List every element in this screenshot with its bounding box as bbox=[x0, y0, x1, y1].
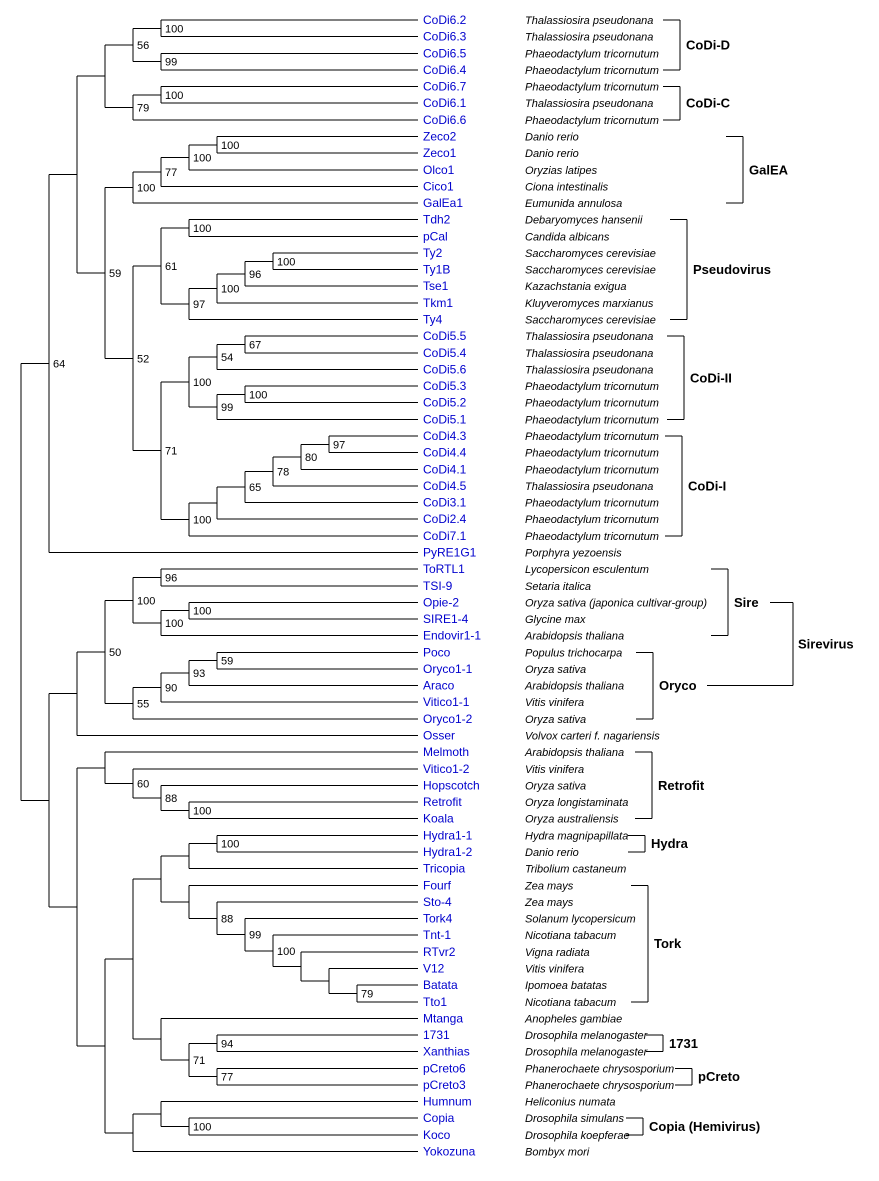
leaf-label-codi4-1[interactable]: CoDi4.1 bbox=[423, 462, 467, 477]
species-label: Ciona intestinalis bbox=[525, 181, 609, 194]
leaf-label-cico1[interactable]: Cico1 bbox=[423, 179, 454, 194]
leaf-label-tto1[interactable]: Tto1 bbox=[423, 994, 448, 1009]
species-label: Drosophila simulans bbox=[525, 1113, 625, 1126]
leaf-label-rtvr2[interactable]: RTvr2 bbox=[423, 944, 456, 959]
clade-label-hydra: Hydra bbox=[651, 836, 688, 852]
leaf-label-pcreto3[interactable]: pCreto3 bbox=[423, 1077, 466, 1092]
bootstrap-value: 99 bbox=[249, 929, 262, 942]
bootstrap-value: 96 bbox=[165, 572, 178, 585]
bootstrap-value: 100 bbox=[221, 283, 240, 296]
bootstrap-value: 100 bbox=[193, 223, 212, 235]
species-label: Oryza longistaminata bbox=[525, 797, 629, 810]
species-label: Phaeodactylum tricornutum bbox=[525, 464, 659, 477]
species-label: Populus trichocarpa bbox=[525, 647, 623, 660]
bootstrap-value: 100 bbox=[193, 1121, 212, 1134]
leaf-label-codi5-3[interactable]: CoDi5.3 bbox=[423, 379, 467, 394]
clade-label-pcreto: pCreto bbox=[698, 1069, 740, 1085]
species-label: Heliconius numata bbox=[525, 1096, 616, 1109]
species-label: Phaeodactylum tricornutum bbox=[525, 497, 659, 510]
species-label: Saccharomyces cerevisiae bbox=[525, 264, 656, 277]
species-label: Vitis vinifera bbox=[525, 963, 585, 976]
leaf-label-1731[interactable]: 1731 bbox=[423, 1028, 450, 1043]
clade-label-oryco: Oryco bbox=[659, 678, 697, 694]
bootstrap-value: 100 bbox=[249, 389, 268, 402]
leaf-label-retrofit[interactable]: Retrofit bbox=[423, 795, 462, 810]
species-label: Arabidopsis thaliana bbox=[525, 630, 625, 643]
bootstrap-value: 60 bbox=[137, 778, 150, 791]
leaf-label-codi5-2[interactable]: CoDi5.2 bbox=[423, 395, 467, 410]
species-label: Oryza sativa bbox=[525, 780, 587, 793]
species-label: Candida albicans bbox=[525, 231, 610, 244]
clade-label-sirevirus: Sirevirus bbox=[798, 636, 854, 652]
leaf-label-vitico1-2[interactable]: Vitico1-2 bbox=[423, 761, 470, 776]
bootstrap-value: 100 bbox=[193, 152, 212, 165]
leaf-label-tkm1[interactable]: Tkm1 bbox=[423, 295, 453, 310]
leaf-label-tsi-9[interactable]: TSI-9 bbox=[423, 578, 453, 593]
leaf-label-osser[interactable]: Osser bbox=[423, 728, 456, 743]
leaf-label-batata[interactable]: Batata bbox=[423, 978, 458, 993]
species-label: Oryza sativa bbox=[525, 713, 587, 726]
bootstrap-value: 90 bbox=[165, 682, 178, 695]
leaf-label-codi6-6[interactable]: CoDi6.6 bbox=[423, 112, 467, 127]
leaf-label-ty4[interactable]: Ty4 bbox=[423, 312, 443, 327]
leaf-label-araco[interactable]: Araco bbox=[423, 678, 455, 693]
bootstrap-value: 100 bbox=[137, 182, 156, 195]
species-label: Danio rerio bbox=[525, 847, 579, 859]
bootstrap-value: 97 bbox=[333, 439, 346, 452]
leaf-label-zeco1[interactable]: Zeco1 bbox=[423, 146, 457, 161]
clade-label-pseudovirus: Pseudovirus bbox=[693, 262, 772, 278]
bootstrap-value: 54 bbox=[221, 351, 234, 364]
species-label: Phaeodactylum tricornutum bbox=[525, 514, 659, 527]
bootstrap-value: 100 bbox=[277, 256, 296, 269]
leaf-label-koco[interactable]: Koco bbox=[423, 1127, 451, 1142]
bootstrap-value: 61 bbox=[165, 260, 178, 273]
leaf-label-vitico1-1[interactable]: Vitico1-1 bbox=[423, 695, 470, 710]
species-label: Debaryomyces hansenii bbox=[525, 214, 643, 227]
bootstrap-value: 100 bbox=[221, 139, 240, 152]
species-label: Lycopersicon esculentum bbox=[525, 564, 649, 577]
species-label: Oryzias latipes bbox=[525, 164, 598, 177]
leaf-label-oryco1-2[interactable]: Oryco1-2 bbox=[423, 711, 473, 726]
leaf-label-copia[interactable]: Copia bbox=[423, 1111, 455, 1126]
species-label: Thalassiosira pseudonana bbox=[525, 347, 654, 360]
species-label: Phaeodactylum tricornutum bbox=[525, 431, 659, 443]
leaf-label-codi5-4[interactable]: CoDi5.4 bbox=[423, 345, 467, 360]
species-label: Oryza sativa (japonica cultivar-group) bbox=[525, 597, 707, 610]
leaf-label-sire1-4[interactable]: SIRE1-4 bbox=[423, 612, 469, 627]
leaf-label-codi6-2[interactable]: CoDi6.2 bbox=[423, 13, 467, 27]
bootstrap-value: 97 bbox=[193, 298, 206, 311]
clade-label-codi-ii: CoDi-II bbox=[690, 370, 732, 386]
leaf-label-opie-2[interactable]: Opie-2 bbox=[423, 595, 460, 610]
leaf-label-ty2[interactable]: Ty2 bbox=[423, 245, 443, 260]
species-label: Nicotiana tabacum bbox=[525, 930, 617, 943]
leaf-label-pyre1g1[interactable]: PyRE1G1 bbox=[423, 545, 477, 560]
leaf-label-humnum[interactable]: Humnum bbox=[423, 1094, 472, 1109]
bootstrap-value: 99 bbox=[165, 56, 178, 69]
species-label: Phaeodactylum tricornutum bbox=[525, 447, 659, 460]
species-label: Kluyveromyces marxianus bbox=[525, 297, 654, 310]
bootstrap-value: 56 bbox=[137, 39, 150, 52]
species-label: Vitis vinifera bbox=[525, 697, 585, 710]
leaf-label-tnt-1[interactable]: Tnt-1 bbox=[423, 928, 452, 943]
leaf-label-olco1[interactable]: Olco1 bbox=[423, 162, 455, 177]
clade-label-codi-i: CoDi-I bbox=[688, 478, 727, 494]
bootstrap-value: 100 bbox=[165, 618, 184, 631]
clade-label-codi-d: CoDi-D bbox=[686, 37, 731, 53]
species-label: Phaeodactylum tricornutum bbox=[525, 530, 659, 543]
species-label: Phaeodactylum tricornutum bbox=[525, 81, 659, 94]
leaf-label-codi6-4[interactable]: CoDi6.4 bbox=[423, 62, 467, 77]
leaf-label-codi2-4[interactable]: CoDi2.4 bbox=[423, 512, 467, 527]
species-label: Arabidopsis thaliana bbox=[525, 747, 625, 760]
leaf-label-koala[interactable]: Koala bbox=[423, 811, 454, 826]
species-label: Anopheles gambiae bbox=[525, 1013, 623, 1026]
species-label: Phaeodactylum tricornutum bbox=[525, 64, 659, 77]
bootstrap-value: 50 bbox=[109, 646, 122, 659]
bootstrap-value: 94 bbox=[221, 1038, 234, 1051]
leaf-label-oryco1-1[interactable]: Oryco1-1 bbox=[423, 661, 473, 676]
species-label: Setaria italica bbox=[525, 580, 592, 593]
leaf-label-ty1b[interactable]: Ty1B bbox=[423, 262, 451, 277]
bootstrap-value: 77 bbox=[221, 1071, 234, 1084]
leaf-label-endovir1-1[interactable]: Endovir1-1 bbox=[423, 628, 482, 643]
bootstrap-value: 100 bbox=[137, 595, 156, 608]
species-label: Bombyx mori bbox=[525, 1146, 590, 1159]
bootstrap-value: 100 bbox=[193, 805, 212, 818]
species-label: Saccharomyces cerevisiae bbox=[525, 247, 656, 260]
leaf-label-pcal[interactable]: pCal bbox=[423, 229, 448, 244]
leaf-label-fourf[interactable]: Fourf bbox=[423, 878, 452, 893]
species-label: Hydra magnipapillata bbox=[525, 830, 629, 843]
bootstrap-value: 100 bbox=[193, 605, 212, 618]
bootstrap-value: 100 bbox=[165, 89, 184, 102]
clade-label-codi-c: CoDi-C bbox=[686, 95, 731, 111]
species-label: Nicotiana tabacum bbox=[525, 996, 617, 1009]
bootstrap-value: 55 bbox=[137, 698, 150, 711]
clade-label-1731: 1731 bbox=[669, 1035, 698, 1051]
species-label: Zea mays bbox=[525, 896, 574, 909]
species-label: Thalassiosira pseudonana bbox=[525, 480, 654, 493]
species-label: Phanerochaete chrysosporium bbox=[525, 1079, 675, 1092]
species-label: Oryza sativa bbox=[525, 663, 587, 676]
leaf-label-codi5-1[interactable]: CoDi5.1 bbox=[423, 412, 467, 427]
bootstrap-value: 96 bbox=[249, 268, 262, 281]
leaf-label-tortl1[interactable]: ToRTL1 bbox=[423, 562, 465, 577]
bootstrap-value: 100 bbox=[277, 945, 296, 958]
species-label: Vigna radiata bbox=[525, 946, 590, 959]
leaf-label-codi7-1[interactable]: CoDi7.1 bbox=[423, 528, 467, 543]
species-label: Arabidopsis thaliana bbox=[525, 680, 625, 693]
bootstrap-value: 67 bbox=[249, 339, 262, 352]
species-label: Phanerochaete chrysosporium bbox=[525, 1063, 675, 1076]
species-label: Vitis vinifera bbox=[525, 763, 585, 776]
species-label: Phaeodactylum tricornutum bbox=[525, 381, 659, 394]
leaf-label-codi6-3[interactable]: CoDi6.3 bbox=[423, 29, 467, 44]
species-label: Porphyra yezoensis bbox=[525, 547, 622, 560]
bootstrap-value: 99 bbox=[221, 401, 234, 414]
species-label: Volvox carteri f. nagariensis bbox=[525, 730, 660, 743]
leaf-label-mtanga[interactable]: Mtanga bbox=[423, 1011, 464, 1026]
species-label: Tribolium castaneum bbox=[525, 863, 627, 876]
bootstrap-value: 71 bbox=[193, 1055, 206, 1067]
leaf-label-xanthias[interactable]: Xanthias bbox=[423, 1044, 470, 1059]
clade-label-retrofit: Retrofit bbox=[658, 777, 705, 793]
species-label: Phaeodactylum tricornutum bbox=[525, 397, 659, 410]
bootstrap-value: 88 bbox=[221, 913, 234, 926]
species-label: Danio rerio bbox=[525, 148, 579, 161]
leaf-label-codi3-1[interactable]: CoDi3.1 bbox=[423, 495, 467, 510]
leaf-label-codi4-4[interactable]: CoDi4.4 bbox=[423, 445, 467, 460]
leaf-label-yokozuna[interactable]: Yokozuna bbox=[423, 1144, 476, 1159]
species-label: Oryza australiensis bbox=[525, 813, 619, 826]
leaf-label-sto-4[interactable]: Sto-4 bbox=[423, 894, 452, 909]
species-label: Thalassiosira pseudonana bbox=[525, 331, 654, 344]
species-label: Zea mays bbox=[525, 880, 574, 893]
leaf-label-codi6-5[interactable]: CoDi6.5 bbox=[423, 46, 467, 61]
clade-label-tork: Tork bbox=[654, 936, 682, 952]
leaf-label-codi5-5[interactable]: CoDi5.5 bbox=[423, 329, 467, 344]
leaf-label-melmoth[interactable]: Melmoth bbox=[423, 745, 470, 760]
bootstrap-value: 71 bbox=[165, 445, 178, 458]
species-label: Drosophila melanogaster bbox=[525, 1046, 648, 1059]
leaf-label-galea1[interactable]: GalEa1 bbox=[423, 196, 464, 211]
species-label: Thalassiosira pseudonana bbox=[525, 364, 654, 377]
species-label: Drosophila melanogaster bbox=[525, 1030, 648, 1043]
clade-label-copia-hemivirus-: Copia (Hemivirus) bbox=[649, 1119, 761, 1135]
bootstrap-value: 77 bbox=[165, 166, 178, 179]
leaf-label-tse1[interactable]: Tse1 bbox=[423, 279, 449, 294]
leaf-label-tork4[interactable]: Tork4 bbox=[423, 911, 453, 926]
bootstrap-value: 79 bbox=[137, 102, 150, 115]
leaf-label-codi5-6[interactable]: CoDi5.6 bbox=[423, 362, 467, 377]
species-label: Danio rerio bbox=[525, 131, 579, 144]
bootstrap-value: 100 bbox=[221, 838, 240, 851]
bootstrap-value: 52 bbox=[137, 353, 150, 366]
species-label: Saccharomyces cerevisiae bbox=[525, 314, 656, 327]
bootstrap-value: 78 bbox=[277, 466, 290, 479]
species-label: Solanum lycopersicum bbox=[525, 913, 636, 926]
species-label: Thalassiosira pseudonana bbox=[525, 31, 654, 44]
species-label: Kazachstania exigua bbox=[525, 281, 627, 294]
clade-label-galea: GalEA bbox=[749, 162, 789, 178]
leaf-label-hopscotch[interactable]: Hopscotch bbox=[423, 778, 480, 793]
bootstrap-value: 79 bbox=[361, 988, 374, 1001]
species-label: Thalassiosira pseudonana bbox=[525, 98, 654, 111]
species-label: Thalassiosira pseudonana bbox=[525, 15, 654, 27]
species-label: Drosophila koepferae bbox=[525, 1129, 630, 1142]
bootstrap-value: 100 bbox=[193, 376, 212, 389]
clade-label-sire: Sire bbox=[734, 594, 759, 610]
leaf-label-poco[interactable]: Poco bbox=[423, 645, 451, 660]
bootstrap-value: 88 bbox=[165, 792, 178, 805]
species-label: Glycine max bbox=[525, 614, 586, 627]
bootstrap-value: 93 bbox=[193, 668, 206, 681]
bootstrap-value: 100 bbox=[165, 23, 184, 36]
leaf-label-zeco2[interactable]: Zeco2 bbox=[423, 129, 457, 144]
leaf-label-codi4-3[interactable]: CoDi4.3 bbox=[423, 429, 467, 443]
species-label: Phaeodactylum tricornutum bbox=[525, 114, 659, 127]
bootstrap-value: 65 bbox=[249, 481, 262, 494]
bootstrap-value: 59 bbox=[109, 267, 122, 280]
bootstrap-value: 64 bbox=[53, 358, 66, 371]
leaf-label-codi4-5[interactable]: CoDi4.5 bbox=[423, 478, 467, 493]
bootstrap-value: 80 bbox=[305, 451, 318, 464]
leaf-label-codi6-1[interactable]: CoDi6.1 bbox=[423, 96, 467, 111]
leaf-label-v12[interactable]: V12 bbox=[423, 961, 445, 976]
leaf-label-hydra1-2[interactable]: Hydra1-2 bbox=[423, 845, 473, 859]
species-label: Eumunida annulosa bbox=[525, 198, 623, 211]
bootstrap-value: 100 bbox=[193, 514, 212, 527]
species-label: Ipomoea batatas bbox=[525, 980, 607, 993]
species-label: Phaeodactylum tricornutum bbox=[525, 414, 659, 427]
bootstrap-value: 59 bbox=[221, 655, 234, 668]
leaf-label-pcreto6[interactable]: pCreto6 bbox=[423, 1061, 466, 1076]
leaf-label-codi6-7[interactable]: CoDi6.7 bbox=[423, 79, 467, 94]
leaf-label-tdh2[interactable]: Tdh2 bbox=[423, 212, 451, 227]
leaf-label-hydra1-1[interactable]: Hydra1-1 bbox=[423, 828, 473, 843]
leaf-label-tricopia[interactable]: Tricopia bbox=[423, 861, 466, 876]
species-label: Phaeodactylum tricornutum bbox=[525, 48, 659, 61]
